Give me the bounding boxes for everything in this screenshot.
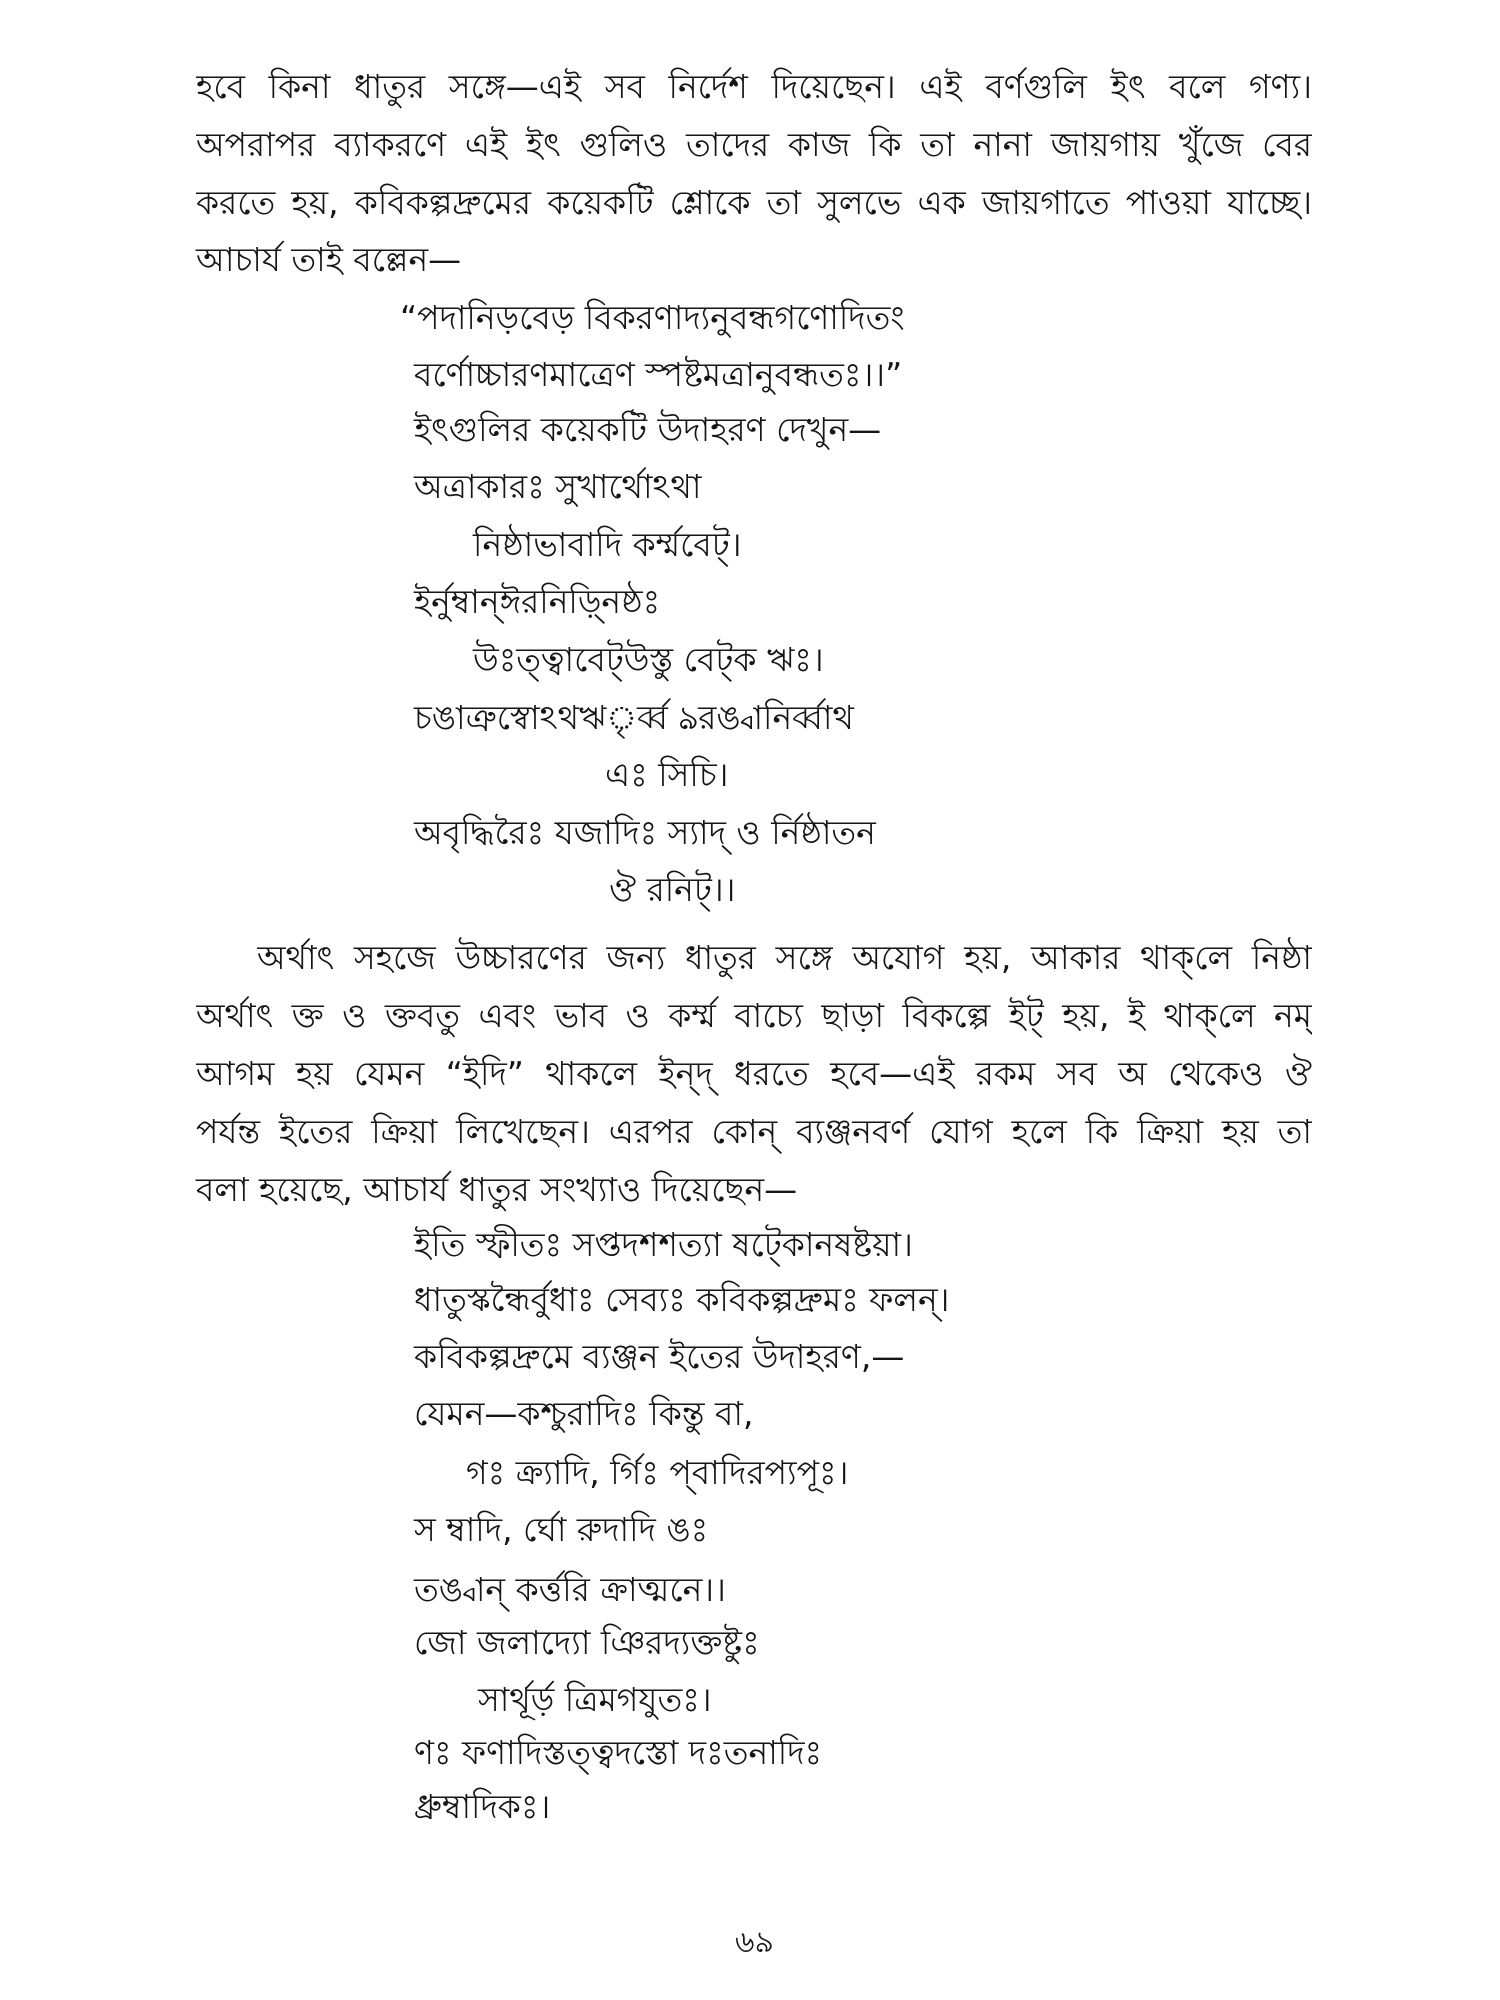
- verse-line: উঃত্ত্বাবেট্উস্তু বেট্ক ঋঃ।: [473, 640, 824, 679]
- verse-line: ণঃ ফণাদিস্তত্ত্বদস্তো দঃতনাদিঃ: [414, 1733, 823, 1772]
- text-line: বলা হয়েছে, আচার্য ধাতুর সংখ্যাও দিয়েছেন—: [196, 1170, 798, 1209]
- verse-line: ধ্রুম্বাদিকঃ।: [414, 1787, 551, 1826]
- verse-line: ইর্নুম্বান্ঈরনিড়্নিষ্ঠঃ: [414, 582, 661, 621]
- verse-line: কবিকল্পদ্রুমে ব্যঞ্জন ইতের উদাহরণ,—: [414, 1337, 905, 1376]
- verse-line: ধাতুস্কন্ধৈর্বুধাঃ সেব্যঃ কবিকল্পদ্রুমঃ ফলন্।: [414, 1280, 950, 1319]
- verse-line: ইতি স্ফীতঃ সপ্তদশশত্যা ষট্কোনষষ্টয়া।: [414, 1225, 913, 1264]
- verse-line: সার্থূর্ড় ত্রিমগযুতঃ।: [478, 1680, 712, 1719]
- text-line: করতে হয়, কবিকল্পদ্রুমের কয়েকটি শ্লোকে তা সুলভে এক জায়গাতে পাওয়া যাচ্ছে।: [196, 183, 1312, 222]
- text-line: আগম হয় যেমন “ইদি” থাকলে ইন্দ্ ধরতে হবে—এই রকম সব অ থেকেও ঔ: [196, 1054, 1312, 1093]
- text-line: অর্থাৎ সহজে উচ্চারণের জন্য ধাতুর সঙ্গে অযোগ হয়, আকার থাক্‌লে নিষ্ঠা: [257, 938, 1312, 977]
- verse-line: বর্ণোচ্চারণমাত্রেণ স্পষ্টমত্রানুবন্ধতঃ।।”: [414, 355, 903, 394]
- verse-line: স ম্বাদি, র্ঘো রুদাদি ঙঃ: [414, 1510, 709, 1549]
- text-line: অর্থাৎ ক্ত ও ক্তবতু এবং ভাব ও কর্ম্ম বাচ্যে ছাড়া বিকল্পে ইট্ হয়, ই থাক্‌লে নম্: [196, 996, 1312, 1035]
- text-line: অপরাপর ব্যাকরণে এই ইৎ গুলিও তাদের কাজ কি তা নানা জায়গায় খুঁজে বের: [196, 125, 1312, 164]
- verse-line: যেমন—কশ্চুরাদিঃ কিন্তু বা,: [414, 1394, 754, 1433]
- verse-line: ইৎগুলির কয়েকটি উদাহরণ দেখুন—: [414, 410, 882, 449]
- verse-line: এঃ সিচি।: [605, 755, 729, 794]
- verse-line: ঔ রনিট্।।: [609, 870, 736, 909]
- page-number: ৬৯: [735, 1925, 774, 1960]
- text-line: হবে কিনা ধাতুর সঙ্গে—এই সব নির্দেশ দিয়েছেন। এই বর্ণগুলি ইৎ বলে গণ্য।: [196, 67, 1312, 106]
- verse-line: অবৃদ্ধিরৈঃ যজাদিঃ স্যাদ্ ও র্নিষ্ঠাতন: [414, 813, 876, 852]
- verse-line: গঃ ক্র্যাদি, র্গিঃ প্‌বাদিরপ্যপূঃ।: [466, 1453, 849, 1492]
- text-line: আচার্য তাই বল্লেন—: [196, 240, 462, 279]
- verse-line: চঙাত্রুস্বোঽথঋৃর্ব্ব ঌরঙ্বানির্ব্বাথ: [414, 698, 854, 737]
- verse-line: “পদানিড়বেড় বিকরণাদ্যনুবন্ধগণোদিতং: [400, 298, 905, 337]
- verse-line: অত্রাকারঃ সুখার্থোঽথা: [414, 467, 702, 506]
- verse-line: নিষ্ঠাভাবাদি কর্ম্মবেট্।: [473, 525, 742, 564]
- verse-line: জো জলাদ্যো ঞিরদ্যক্তষ্টুঃ: [414, 1623, 760, 1662]
- text-line: পর্যন্ত ইতের ক্রিয়া লিখেছেন। এরপর কোন্ ব্যঞ্জনবর্ণ যোগ হলে কি ক্রিয়া হয় তা: [196, 1112, 1312, 1151]
- verse-line: তঙ্বান্ কর্ত্তরি ক্রাত্মনে।।: [414, 1570, 726, 1609]
